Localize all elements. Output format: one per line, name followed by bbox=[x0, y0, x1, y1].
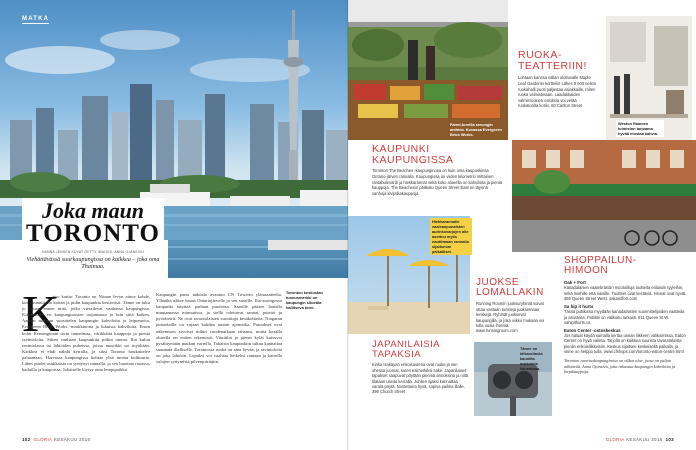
drop-cap: K bbox=[22, 286, 60, 343]
juokse-title: JUOKSE LOMALLAKIN bbox=[476, 277, 544, 299]
shopping-item-3 bbox=[564, 328, 688, 354]
shopping-item-2-head: Sa hip it hurts bbox=[564, 304, 594, 310]
shopping-box bbox=[564, 256, 688, 416]
kaupunki-box bbox=[348, 140, 508, 216]
shop-caption: Weston Raamen toimiston tarjoama hyvää mustaa kahvia. bbox=[616, 120, 664, 137]
shopping-item-1-head: Oak + Fort bbox=[564, 280, 586, 286]
closing-note: Toronton nuorisokaupunginosa on vilkas alue, jossa on paljon nähtävää. Anna Ojansivu, joka rakastaa kaupungin kahviloita ja kirjakauppoja. bbox=[564, 358, 676, 375]
binoculars-caption: Tänne on kiikaroitavia kauniita maisemia kauempaa. bbox=[520, 346, 543, 371]
ruoka-text: Lohtaan kanssa vallan ulottuvalle Maple Leaf Gardenin kortteliin Lähes 8 000 neliön ruokahalli puoti paljastaa asiakkaille, miten ruoka valmistetaan. Laadukkaiden valmisruokien ostoksia voi vetää ruokatorilta kotiin. 60 Carlton Street bbox=[518, 75, 597, 109]
juokse-box bbox=[472, 278, 552, 342]
subtitle: Viehättävässä suurkaupungissa on kaikkea – joka oma Thaimaa. bbox=[26, 257, 160, 271]
right-page bbox=[348, 0, 696, 450]
kaupunki-text: Toronton The Beaches -kaupunginosa on kuin oma kaupunkinsa Ontario-järven rannalla. Kaupungissa on viiden kilometrin mittainen rantabulevardi ja hiekkarannat sekä koko alueella on kahviloita ja pieniä kauppoja. The Beachesin pääkatu Queen Street East on täynnä vanhoja kivijalkakauppoja. bbox=[372, 168, 502, 196]
shopping-item-2 bbox=[564, 304, 688, 325]
harbour-photo bbox=[168, 240, 348, 278]
juokse-text: Running Roomin juoksuryhmät voivat ottaa vastaan turisteja juoksemaan lenkkejä. Ryhmät juoksevat kaupungilla, ja joka viikko mukaan voi tulla uusia ihmisiä. www.runningroom.com bbox=[476, 301, 545, 334]
section-tab: MATKA bbox=[22, 16, 50, 22]
ruoka-box bbox=[512, 0, 602, 140]
kaupunki-title: KAUPUNKI KAUPUNGISSA bbox=[372, 143, 454, 166]
right-footer: GLORIA KESÄKUU 2016 103 bbox=[605, 437, 674, 442]
byline: HANNA JENSEN KUVAT GETTY IMAGES, ANNA OJANSIVU bbox=[41, 250, 145, 254]
beach-caption: Hiekkarannalle vaaleanpunaisten aurinkovarjojen alle asettuu myös nauttimaan rannalla sijaitsevat paikalliset. bbox=[430, 218, 472, 255]
title-line1: Joka maun bbox=[41, 198, 145, 223]
market-caption: Farmi-toreilla sesongin antimia. Kuvassa Evergreen Brick Works. bbox=[450, 122, 502, 137]
shopping-item-3-text: Jos haluat käydä samalla kertaa usean liikkeen valikoimissa, Eaton Center on hyvä valinta. Tarjolla on kaikkea suurista tavarataloista pieniin erikoisliikkeisiin. Keskus sijaitsee keskeisellä paikalla, ja sinne on helppo tulla. www.cfshops.com/toronto-eaton-centre.html bbox=[564, 333, 686, 355]
shopping-item-2-text: Tässä putiikissa myydään kanadalaisten suunnittelijoiden vaatteita ja asusteita. Putiikki on valikoitu tarkasti. 811 Queen St W. sahipithurts.ca bbox=[564, 309, 685, 325]
title-line2: TORONTO bbox=[26, 220, 160, 247]
shopping-item-3-head: Eaton Center -ostoskeskus bbox=[564, 328, 621, 334]
tower-caption: Toronton keskustan tunnusmerkki on kaupungin siluettia hallitseva torni. bbox=[286, 290, 330, 310]
market-photo bbox=[348, 0, 508, 140]
left-footer: 102 GLORIA KESÄKUU 2016 bbox=[22, 437, 91, 442]
shopping-item-1 bbox=[564, 280, 688, 301]
japani-text: Kinka Izakayan erikoisuutena ovat ruoka ja sen ohessa juomat, kuten esimerkiksi sake. Japanilaiset tapakset saapuvat pöytään pieninä annoksina ja niitä tilataan useita kerralla. Juhlien ajaksi kannattaa varata pöytä. Nostettuna hyvä, sopiva paikka illalle. 398 Church Street bbox=[372, 362, 469, 395]
spine-divider bbox=[347, 0, 349, 450]
japani-title: JAPANILAISIA TAPAKSIA bbox=[372, 339, 441, 360]
ruoka-title: RUOKA- TEATTERIIN! bbox=[518, 49, 587, 72]
shopping-item-1-text: Kanadalaisen vaatebrändin muotoiltuja tuotteita erilaisiin tyyleihin, sekä miehille että naisille. Tuotteet ovat kestäviä. Hinnat ovat hyvät. 355 Queen Street West. oakandfort.com bbox=[564, 285, 687, 301]
title-box bbox=[22, 198, 164, 276]
street-photo bbox=[512, 140, 696, 252]
body-column-1: aiso kartta: Toronto on Niinan levyn ainoa kohde, kun suunnittelin kartan ja pidin kaupunkia kestävästi. Tänne on tultu jo kauan ennen niitä, jotka vierailevat vanhassa kaupungissa. Kiinnostuin eri kaupunginosien tarjonnasta ja luin siitä kaiken. Aamun makuun suosittelen kaupungin kahviloita ja leipomoita, Evergreen Brick Works -markkinoita ja lukuisia kahviloita. Ensin kohti Kensingtonin torin tunnelmaa, värikkäitä kauppoja ja pieniä ravintoloita. Sitten vanhaan kaupunkiin pitkin rantaa. Ilta kuluu ravintolassa tai lähiöiden pubeissa, joissa musiikki soi myöhään. Kaikkea ei ehdi nähdä kerralla, ja siksi Toronto houkuttelee palaamaan. Harvassa kaupungissa kohtaa yhtä monta kulttuuria. Lähes puolet asukkaista on syntynyt muualla, ja sen huomaa ruoassa, kaduilla ja kaupoissa. Jokaiselle löytyy oma lempipaikka. bbox=[22, 294, 150, 373]
body-column-2: Kaupungin paras näköala avautuu CN Towerin ylätasanteelta. Ylhäältä näkee kauas Ontariojärvelle ja sen saarille. Ilta-auringossa kaupunki näyttää parhaat puolensa. Saarille pääsee lautalla muutamassa minuutissa, ja siellä odottavat rannat, puistot ja pyöräreitit. Ne ovat torontolaisten suosittuja kesäkohteita. Niagaran putouksille on vajaan kahden tunnin ajomatka. Putoukset ovat näkemisen arvoiset mihin vuodenaikaan tahansa, mutta kesällä alueella on eniten tekemistä. Viinitilat ja pienet kylät kutsuvat pysähtymään matkan varrella. Takaisin kaupunkiin tultua kannattaa suunnata illalliselle. Torontossa ruoka on aina hyvää, ja ravintoloita on joka lähtöön. Lopuksi voi istahtaa hetkeksi rantaan ja katsella valojen syttymistä pilvenpiirtäjiin. bbox=[156, 292, 282, 365]
japani-box bbox=[372, 340, 470, 420]
shopping-title: SHOPPAILUN- HIMOON bbox=[564, 255, 637, 277]
